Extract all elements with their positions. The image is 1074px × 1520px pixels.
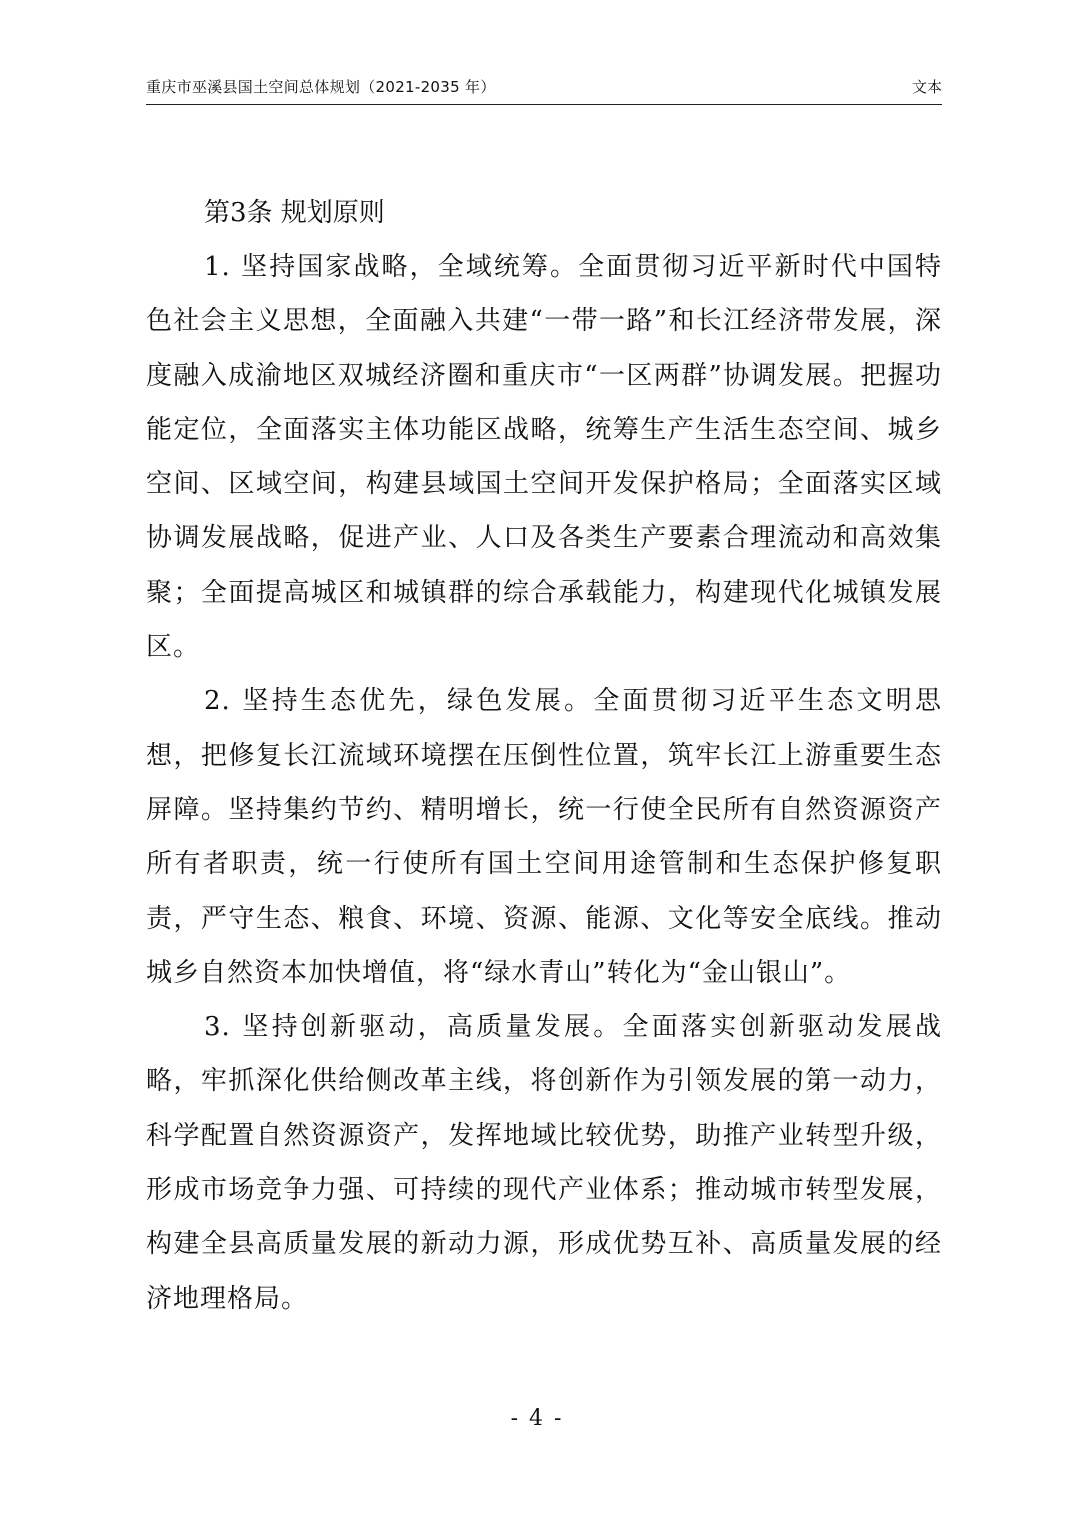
paragraph-principle-1: 1. 坚持国家战略，全域统筹。全面贯彻习近平新时代中国特色社会主义思想，全面融入共建“一带一路”和长江经济带发展，深度融入成渝地区双城经济圈和重庆市“一区两群”协调发展。把握功能定位，全面落实主体功能区战略，统筹生产生活生态空间、城乡空间、区域空间，构建县域国土空间开发保护格局；全面落实区域协调发展战略，促进产业、人口及各类生产要素合理流动和高效集聚；全面提高城区和城镇群的综合承载能力，构建现代化城镇发展区。 [146, 252, 942, 663]
document-body [146, 190, 942, 1326]
page-header [146, 76, 942, 105]
paragraph-principle-2: 2. 坚持生态优先，绿色发展。全面贯彻习近平生态文明思想，把修复长江流域环境摆在压倒性位置，筑牢长江上游重要生态屏障。坚持集约节约、精明增长，统一行使全民所有自然资源资产所有者职责，统一行使所有国土空间用途管制和生态保护修复职责，严守生态、粮食、环境、资源、能源、文化等安全底线。推动城乡自然资本加快增值，将“绿水青山”转化为“金山银山”。 [146, 686, 942, 988]
section-label: 文本 [911, 78, 942, 96]
document-title: 重庆市巫溪县国土空间总体规划（2021-2035 年） [146, 78, 496, 96]
paragraph-principle-3: 3. 坚持创新驱动，高质量发展。全面落实创新驱动发展战略，牢抓深化供给侧改革主线，将创新作为引领发展的第一动力，科学配置自然资源资产，发挥地域比较优势，助推产业转型升级，形成市场竞争力强、可持续的现代产业体系；推动城市转型发展，构建全县高质量发展的新动力源，形成优势互补、高质量发展的经济地理格局。 [146, 1012, 942, 1314]
page-number: - 4 - [510, 1406, 564, 1431]
article-heading: 第3条 规划原则 [204, 198, 385, 228]
